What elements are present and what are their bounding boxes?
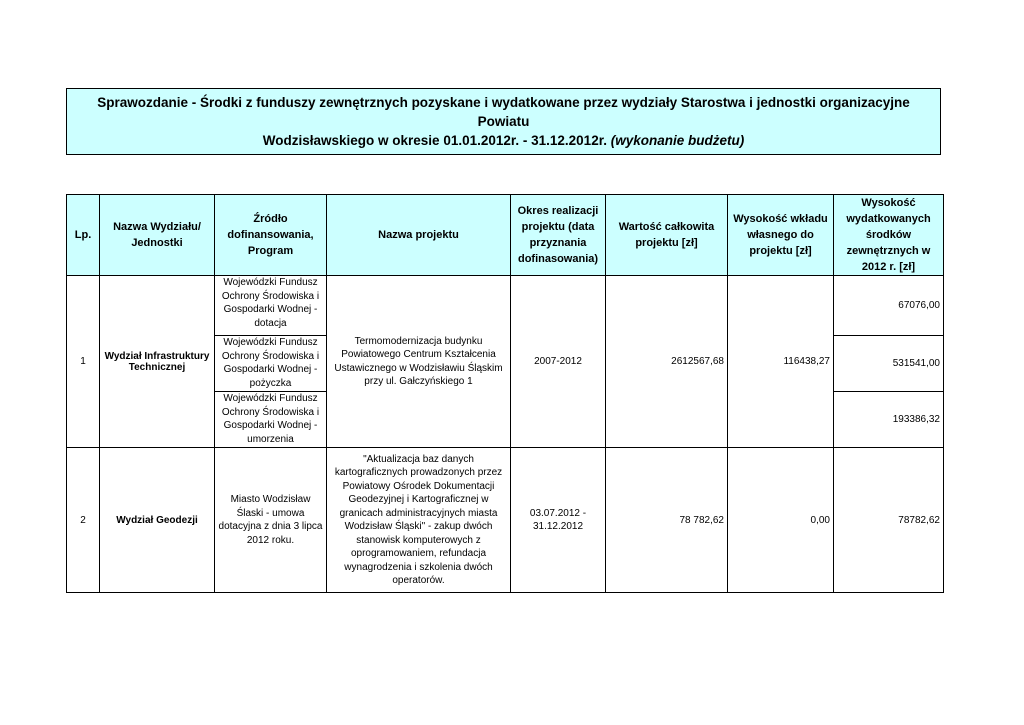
row1-spent-3: 193386,32 (834, 392, 944, 448)
row2-unit: Wydział Geodezji (100, 448, 215, 593)
report-title-box (66, 88, 941, 155)
row1-project: Termomodernizacja budynku Powiatowego Centrum Kształcenia Ustawicznego w Wodzisławiu Śląskim przy ul. Gałczyńskiego 1 (327, 276, 511, 448)
header-project: Nazwa projektu (327, 195, 511, 276)
header-source: Źródło dofinansowania, Program (215, 195, 327, 276)
header-own: Wysokość wkładu własnego do projektu [zł] (728, 195, 834, 276)
header-row (67, 195, 944, 276)
row2-lp: 2 (67, 448, 100, 593)
row2-source: Miasto Wodzisław Ślaski - umowa dotacyjna z dnia 3 lipca 2012 roku. (215, 448, 327, 593)
header-total: Wartość całkowita projektu [zł] (606, 195, 728, 276)
row1-total: 2612567,68 (606, 276, 728, 448)
row1-lp: 1 (67, 276, 100, 448)
header-unit: Nazwa Wydziału/ Jednostki (100, 195, 215, 276)
row1-source-2: Wojewódzki Fundusz Ochrony Środowiska i Gospodarki Wodnej - pożyczka (215, 336, 327, 392)
report-title-line1: Sprawozdanie - Środki z funduszy zewnętrznych pozyskane i wydatkowane przez wydziały Starostwa i jednostki organizacyjne Powiatu (97, 95, 910, 129)
row1-unit: Wydział Infrastruktury Technicznej (100, 276, 215, 448)
header-lp: Lp. (67, 195, 100, 276)
row1-source-3: Wojewódzki Fundusz Ochrony Środowiska i Gospodarki Wodnej - umorzenia (215, 392, 327, 448)
row2-period: 03.07.2012 - 31.12.2012 (511, 448, 606, 593)
report-title-note: (wykonanie budżetu) (610, 133, 745, 148)
row1-period: 2007-2012 (511, 276, 606, 448)
table-row (67, 448, 944, 593)
row2-spent: 78782,62 (834, 448, 944, 593)
row1-spent-1: 67076,00 (834, 276, 944, 336)
report-title-line2: Wodzisławskiego w okresie 01.01.2012r. - 31.12.2012r. (262, 133, 611, 148)
table-row (67, 276, 944, 336)
row1-spent-2: 531541,00 (834, 336, 944, 392)
row2-project: "Aktualizacja baz danych kartograficznych prowadzonych przez Powiatowy Ośrodek Dokumentacji Geodezyjnej i Kartograficznej w granicach administracyjnych miasta Wodzisław Śląski" - zakup dwóch stanowisk komputerowych z oprogramowaniem, refundacja wynagrodzenia i szkolenia dwóch operatorów. (327, 448, 511, 593)
row1-own: 116438,27 (728, 276, 834, 448)
funds-table (66, 194, 944, 593)
report-title (67, 93, 940, 150)
row2-own: 0,00 (728, 448, 834, 593)
row2-total: 78 782,62 (606, 448, 728, 593)
row1-source-1: Wojewódzki Fundusz Ochrony Środowiska i Gospodarki Wodnej - dotacja (215, 276, 327, 336)
header-period: Okres realizacji projektu (data przyznania dofinasowania) (511, 195, 606, 276)
header-spent: Wysokość wydatkowanych środków zewnętrznych w 2012 r. [zł] (834, 195, 944, 276)
